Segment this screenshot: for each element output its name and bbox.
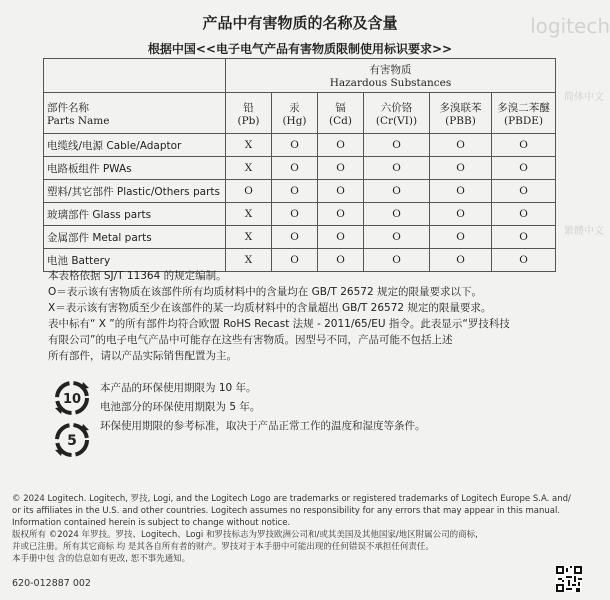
note-line: 所有部件，请以产品实际销售配置为主。 bbox=[48, 350, 237, 362]
column-header-hg bbox=[272, 93, 318, 134]
column-header-symbol: (Pb) bbox=[237, 114, 260, 127]
bleed-through-label-top: 简体中文 bbox=[564, 92, 604, 103]
value-cell: O bbox=[272, 134, 318, 157]
part-number: 620-012887 002 bbox=[12, 578, 91, 589]
table-row bbox=[44, 180, 556, 203]
parts-name-header bbox=[44, 93, 226, 134]
column-header-cr6 bbox=[364, 93, 430, 134]
column-header-cn: 镉 bbox=[335, 101, 346, 114]
table-column-header-row bbox=[44, 93, 556, 134]
bleed-through-logo: logitech bbox=[530, 14, 610, 38]
epup-10-icon bbox=[52, 378, 92, 418]
value-cell: O bbox=[430, 157, 492, 180]
value-cell: O bbox=[318, 226, 364, 249]
column-header-pbb bbox=[430, 93, 492, 134]
column-header-cn: 汞 bbox=[289, 101, 300, 114]
value-cell: O bbox=[272, 203, 318, 226]
footer-line: 本手册中包 含的信息如有更改, 恕不事先通知。 bbox=[12, 554, 191, 564]
substances-group-header bbox=[226, 59, 556, 93]
value-cell: O bbox=[272, 180, 318, 203]
value-cell: O bbox=[492, 180, 556, 203]
parts-name-cn: 部件名称 bbox=[47, 101, 89, 114]
copyright-footer bbox=[12, 493, 592, 565]
table-row bbox=[44, 226, 556, 249]
note-line: 有限公司”的电子电气产品中可能存在这些有害物质。因型号不同，产品可能不包括上述 bbox=[48, 334, 453, 346]
part-name-cell: 塑料/其它部件 Plastic/Others parts bbox=[44, 180, 226, 203]
value-cell: O bbox=[492, 249, 556, 272]
part-name-cell: 玻璃部件 Glass parts bbox=[44, 203, 226, 226]
parts-name-en: Parts Name bbox=[47, 114, 110, 127]
value-cell: O bbox=[430, 249, 492, 272]
column-header-symbol: (PBDE) bbox=[503, 114, 544, 127]
value-cell: O bbox=[364, 203, 430, 226]
column-header-pb bbox=[226, 93, 272, 134]
value-cell: X bbox=[226, 157, 272, 180]
epup-5-number: 5 bbox=[67, 433, 77, 449]
value-cell: O bbox=[272, 226, 318, 249]
epup-line-1: 本产品的环保使用期限为 10 年。 bbox=[100, 382, 257, 394]
value-cell: O bbox=[492, 134, 556, 157]
table-row bbox=[44, 157, 556, 180]
value-cell: X bbox=[226, 134, 272, 157]
value-cell: O bbox=[364, 226, 430, 249]
column-header-cn: 多溴联苯 bbox=[439, 101, 482, 114]
table-group-header-row bbox=[44, 59, 556, 93]
qr-code-icon bbox=[556, 566, 582, 592]
page-title: 产品中有害物质的名称及含量 bbox=[202, 14, 398, 32]
note-line: 本表格依据 SJ/T 11364 的规定编制。 bbox=[48, 270, 227, 282]
value-cell: O bbox=[492, 226, 556, 249]
footer-line: 并或已注册。所有其它商标 均 是其各自所有者的财产。罗技对于本手册中可能出现的任何错误不承担任何责任。 bbox=[12, 542, 434, 552]
note-line: X＝表示该有害物质至少在该部件的某一均质材料中的含量超出 GB/T 26572 规定的限量要求。 bbox=[48, 302, 492, 314]
table-row bbox=[44, 203, 556, 226]
value-cell: O bbox=[272, 249, 318, 272]
column-header-symbol: (PBB) bbox=[445, 114, 476, 127]
value-cell: O bbox=[272, 157, 318, 180]
epup-5-icon bbox=[52, 420, 92, 460]
value-cell: O bbox=[318, 157, 364, 180]
column-header-cn: 多溴二苯醚 bbox=[497, 101, 550, 114]
bleed-through-label-bottom: 繁體中文 bbox=[564, 226, 604, 237]
value-cell: O bbox=[318, 180, 364, 203]
column-header-cd bbox=[318, 93, 364, 134]
part-name-cell: 电缆线/电源 Cable/Adaptor bbox=[44, 134, 226, 157]
column-header-cn: 铅 bbox=[243, 101, 254, 114]
footer-line: or its affiliates in the U.S. and other countries. Logitech assumes no responsibility for any errors that may appear in this manual. bbox=[12, 506, 561, 516]
column-header-symbol: (Hg) bbox=[282, 114, 307, 127]
value-cell: O bbox=[318, 203, 364, 226]
value-cell: O bbox=[318, 249, 364, 272]
value-cell: O bbox=[364, 180, 430, 203]
value-cell: O bbox=[318, 134, 364, 157]
footer-line: Information contained herein is subject to change without notice. bbox=[12, 518, 291, 528]
empty-corner-cell bbox=[44, 59, 226, 93]
epup-line-2: 电池部分的环保使用期限为 5 年。 bbox=[100, 401, 261, 413]
table-row bbox=[44, 134, 556, 157]
column-header-cn: 六价铬 bbox=[380, 101, 413, 114]
table-notes bbox=[48, 268, 558, 364]
part-name-cell: 电池 Battery bbox=[44, 249, 226, 272]
note-line: O＝表示该有害物质在该部件所有均质材料中的含量均在 GB/T 26572 规定的限量要求以下。 bbox=[48, 286, 482, 298]
value-cell: O bbox=[492, 203, 556, 226]
value-cell: O bbox=[430, 203, 492, 226]
environmental-use-period-section bbox=[48, 376, 558, 466]
value-cell: O bbox=[430, 226, 492, 249]
hazardous-substances-table bbox=[43, 58, 556, 272]
footer-line: © 2024 Logitech. Logitech, 罗技, Logi, and the Logitech Logo are trademarks or registered trademarks of Logitech Europe S.A. and/ bbox=[12, 494, 571, 504]
value-cell: X bbox=[226, 249, 272, 272]
part-name-cell: 电路板组件 PWAs bbox=[44, 157, 226, 180]
column-header-symbol: (Cd) bbox=[329, 114, 352, 127]
value-cell: O bbox=[430, 134, 492, 157]
note-line: 表中标有“ X ”的所有部件均符合欧盟 RoHS Recast 法规 - 2011/65/EU 指令。此表显示“罗技科技 bbox=[48, 318, 510, 330]
group-header-en: Hazardous Substances bbox=[329, 77, 452, 89]
part-name-cell: 金属部件 Metal parts bbox=[44, 226, 226, 249]
epup-10-number: 10 bbox=[62, 392, 82, 407]
value-cell: O bbox=[492, 157, 556, 180]
value-cell: O bbox=[364, 249, 430, 272]
value-cell: O bbox=[364, 157, 430, 180]
group-header-cn: 有害物质 bbox=[369, 64, 412, 76]
value-cell: X bbox=[226, 203, 272, 226]
value-cell: O bbox=[364, 134, 430, 157]
column-header-symbol: (Cr(VI)) bbox=[375, 114, 418, 127]
value-cell: O bbox=[226, 180, 272, 203]
page-subtitle: 根据中国<<电子电气产品有害物质限制使用标识要求>> bbox=[147, 42, 453, 56]
footer-line: 版权所有 ©2024 年罗技。罗技、Logitech、Logi 和罗技标志为罗技欧洲公司和/或其美国及其他国家/地区附属公司的商标, bbox=[12, 530, 478, 540]
value-cell: O bbox=[430, 180, 492, 203]
column-header-pbde bbox=[492, 93, 556, 134]
value-cell: X bbox=[226, 226, 272, 249]
epup-line-3: 环保使用期限的参考标准，取决于产品正常工作的温度和湿度等条件。 bbox=[100, 420, 426, 432]
